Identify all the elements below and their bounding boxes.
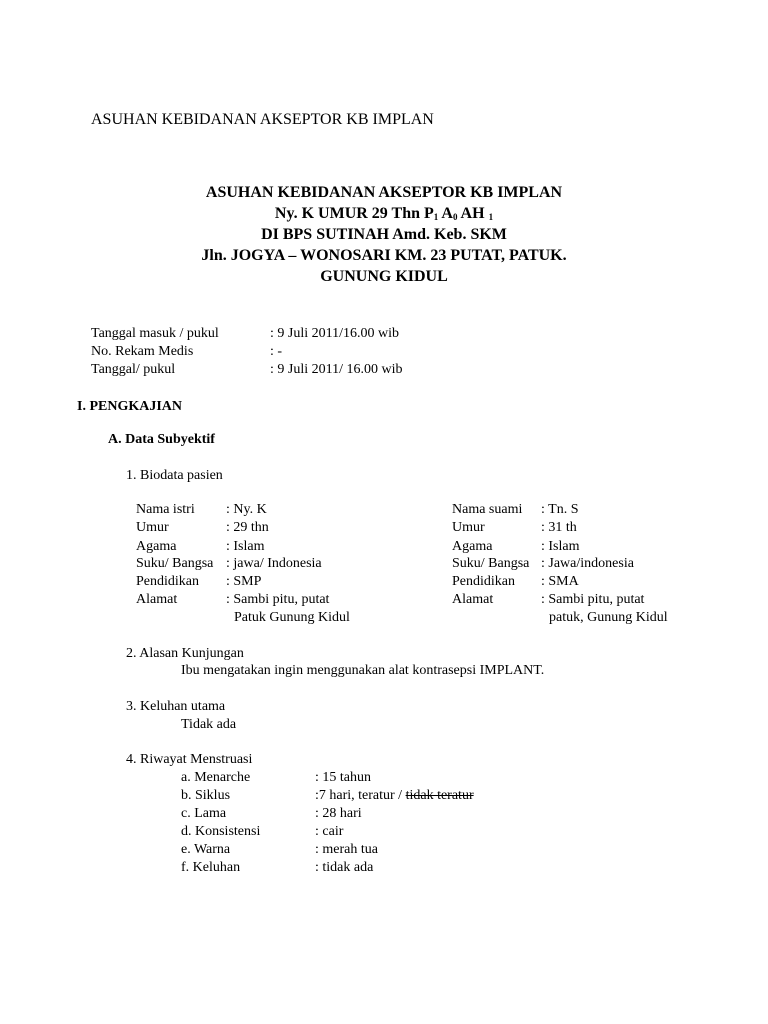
menstruasi-value: : merah tua: [315, 842, 378, 857]
menstruasi-value: : cair: [315, 824, 344, 839]
husband-value: : SMA: [541, 574, 579, 589]
wife-label: Alamat: [136, 592, 178, 607]
husband-label: Alamat: [452, 592, 494, 607]
husband-label: Umur: [452, 520, 485, 535]
wife-value: : Sambi pitu, putat: [226, 592, 330, 607]
admission-value-2: : -: [270, 344, 283, 359]
header-line-4: Jln. JOGYA – WONOSARI KM. 23 PUTAT, PATUK.: [201, 247, 567, 264]
menstruasi-value: : tidak ada: [315, 860, 374, 875]
header-line-2: Ny. K UMUR 29 Thn $P_1$ $A_0$ AH $_1$: [274, 205, 494, 222]
admission-label-1: Tanggal masuk / pukul: [91, 326, 219, 341]
subsection-heading-data-subyektif: A. Data Subyektif: [108, 432, 215, 447]
item-biodata-heading: 1. Biodata pasien: [126, 468, 223, 483]
wife-label: Agama: [136, 539, 177, 554]
wife-value: : 29 thn: [226, 520, 269, 535]
section-heading-pengkajian: I. PENGKAJIAN: [77, 399, 183, 414]
header-line-5: GUNUNG KIDUL: [320, 268, 448, 285]
husband-value: : Tn. S: [541, 502, 579, 517]
wife-label: Umur: [136, 520, 169, 535]
admission-label-3: Tanggal/ pukul: [91, 362, 176, 377]
menstruasi-value: :7 hari, teratur / tidak teratur: [315, 788, 474, 803]
wife-value: : SMP: [226, 574, 262, 589]
menstruasi-value: : 28 hari: [315, 806, 362, 821]
menstruasi-label: a. Menarche: [181, 770, 251, 785]
wife-label: Nama istri: [136, 502, 195, 517]
item-alasan-text: Ibu mengatakan ingin menggunakan alat kontrasepsi IMPLANT.: [181, 663, 545, 678]
wife-value: : Ny. K: [226, 502, 267, 517]
husband-label: Pendidikan: [452, 574, 515, 589]
wife-value: : Islam: [226, 539, 265, 554]
husband-label: Agama: [452, 539, 493, 554]
item-keluhan-heading: 3. Keluhan utama: [126, 699, 226, 714]
menstruasi-label: e. Warna: [181, 842, 231, 857]
husband-value: : 31 th: [541, 520, 577, 535]
admission-value-1: : 9 Juli 2011/16.00 wib: [270, 326, 399, 341]
menstruasi-label: d. Konsistensi: [181, 824, 261, 839]
menstruasi-value: : 15 tahun: [315, 770, 371, 785]
document-top-title: ASUHAN KEBIDANAN AKSEPTOR KB IMPLAN: [91, 111, 434, 128]
husband-label: Suku/ Bangsa: [452, 556, 530, 571]
admission-value-3: : 9 Juli 2011/ 16.00 wib: [270, 362, 403, 377]
menstruasi-label: b. Siklus: [181, 788, 231, 803]
husband-value: : Jawa/indonesia: [541, 556, 634, 571]
husband-address-continued: patuk, Gunung Kidul: [549, 610, 668, 625]
menstruasi-label: c. Lama: [181, 806, 227, 821]
item-menstruasi-heading: 4. Riwayat Menstruasi: [126, 752, 253, 767]
husband-value: : Sambi pitu, putat: [541, 592, 645, 607]
header-line-1: ASUHAN KEBIDANAN AKSEPTOR KB IMPLAN: [205, 184, 563, 201]
header-line-3: DI BPS SUTINAH Amd. Keb. SKM: [261, 226, 507, 243]
struck-option: tidak teratur: [405, 788, 474, 803]
document-header: [0, 182, 768, 287]
item-alasan-heading: 2. Alasan Kunjungan: [126, 646, 244, 661]
admission-label-2: No. Rekam Medis: [91, 344, 194, 359]
wife-address-continued: Patuk Gunung Kidul: [234, 610, 350, 625]
wife-value: : jawa/ Indonesia: [226, 556, 322, 571]
menstruasi-label: f. Keluhan: [181, 860, 241, 875]
husband-label: Nama suami: [452, 502, 523, 517]
wife-label: Suku/ Bangsa: [136, 556, 214, 571]
item-keluhan-text: Tidak ada: [181, 717, 237, 732]
wife-label: Pendidikan: [136, 574, 199, 589]
husband-value: : Islam: [541, 539, 580, 554]
